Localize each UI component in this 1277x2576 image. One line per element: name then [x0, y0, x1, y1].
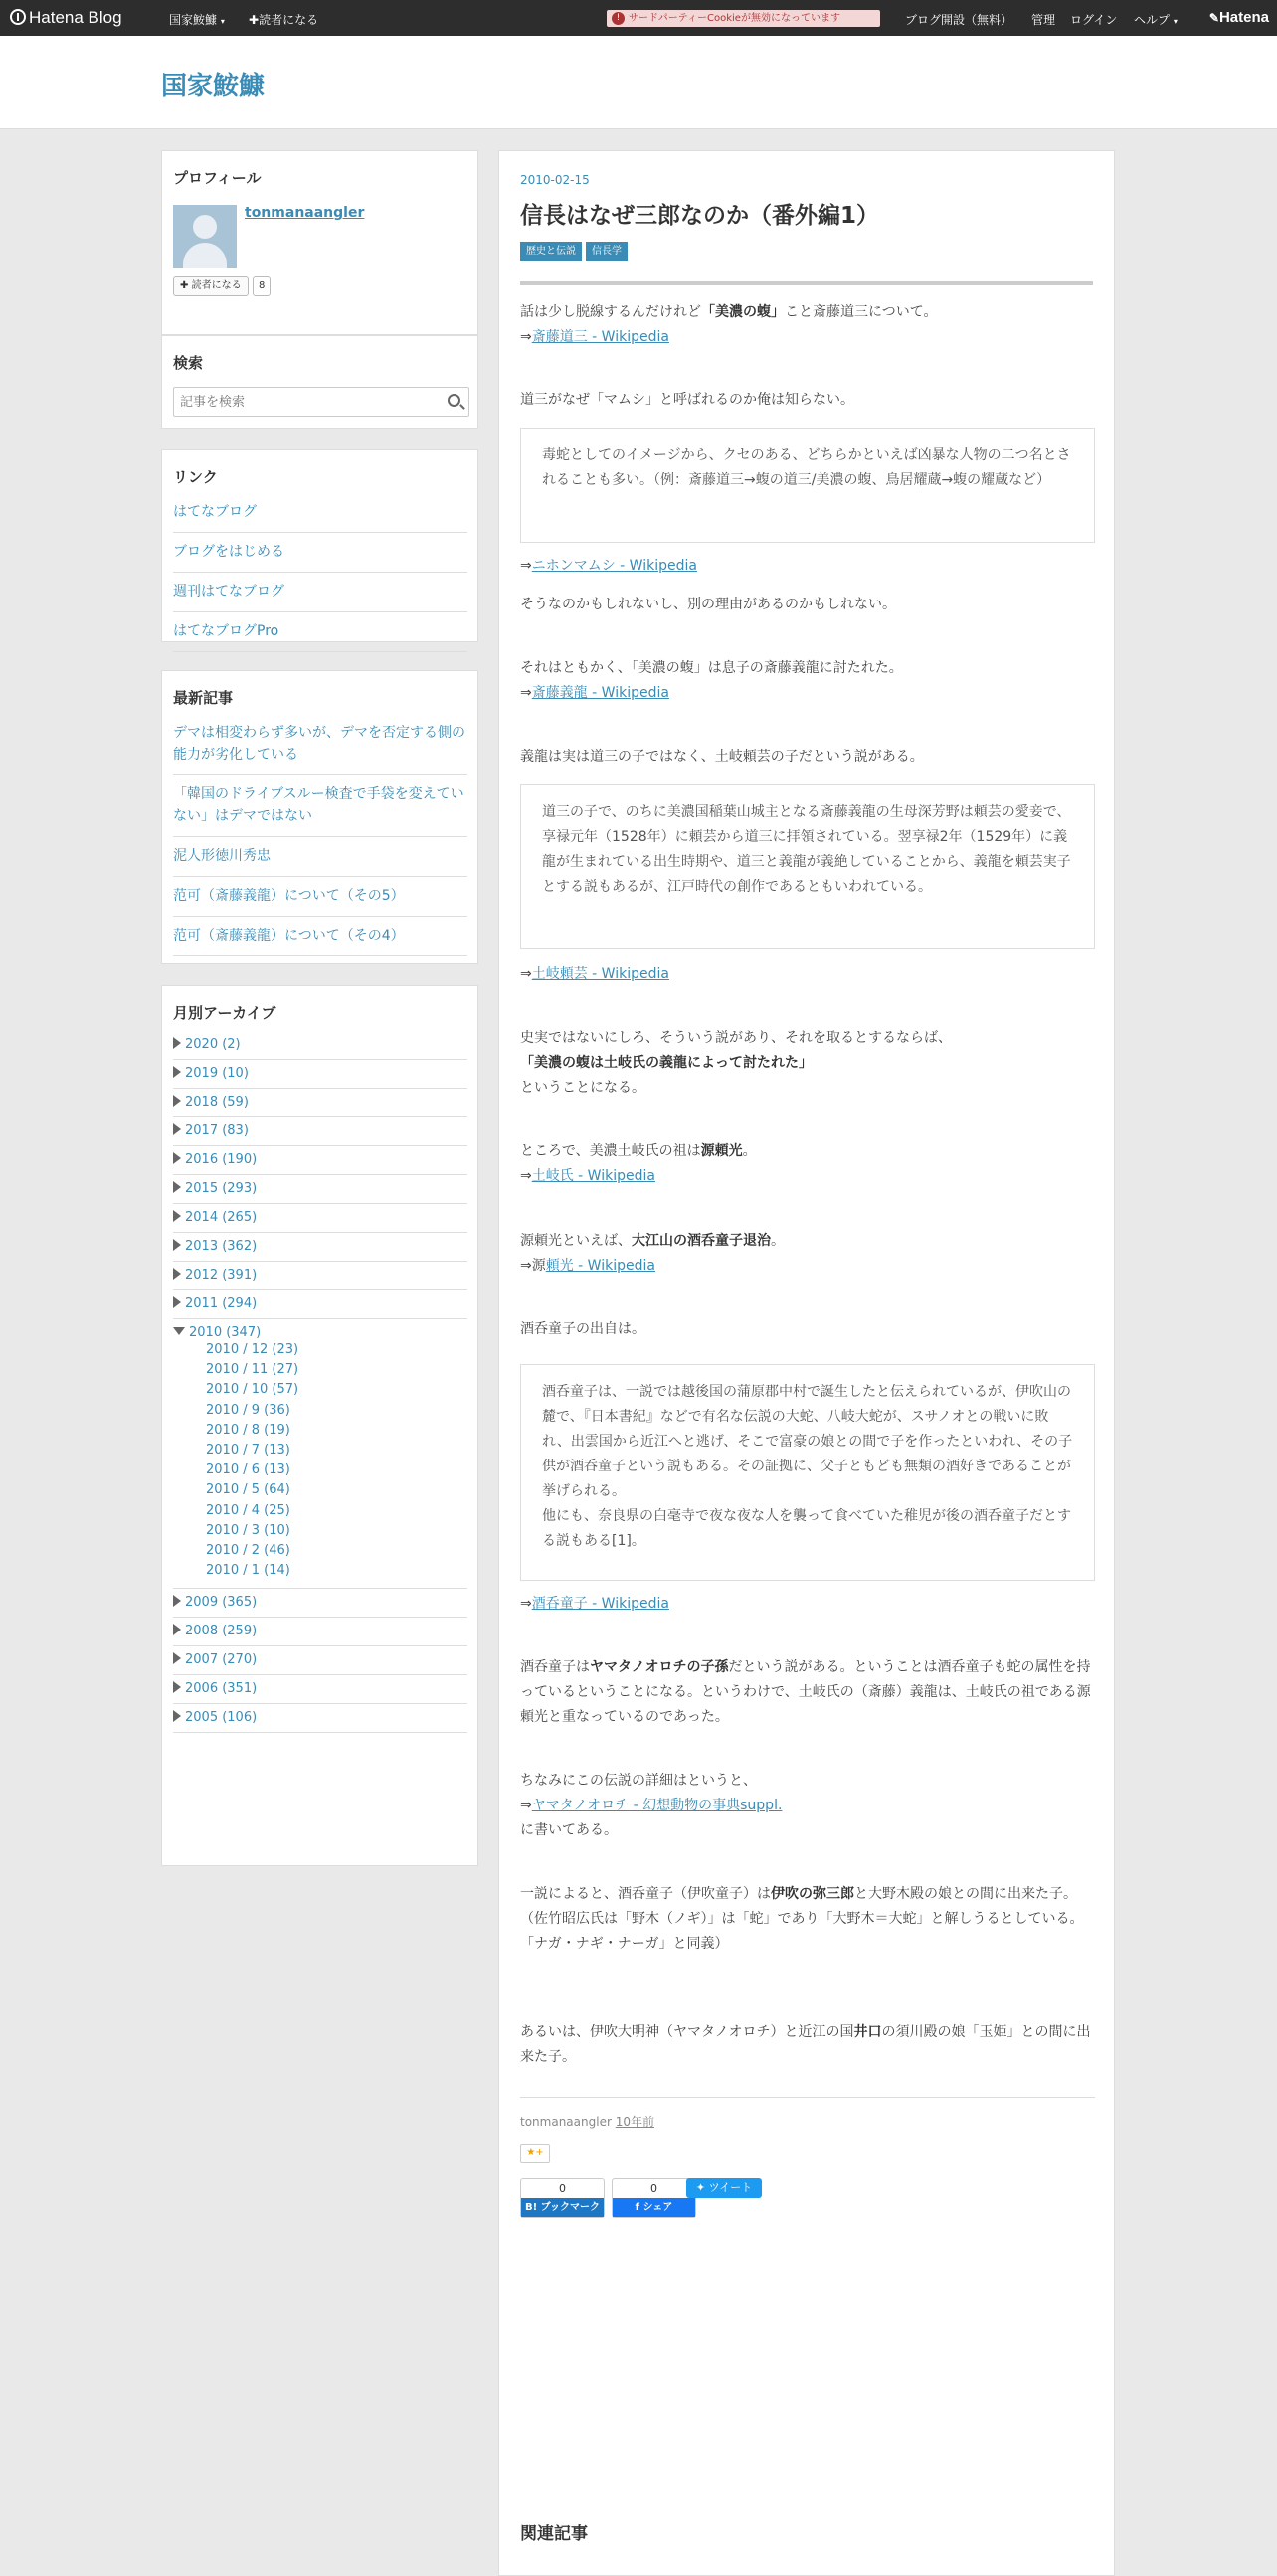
archive-year-label: 2018 (59)	[185, 1095, 249, 1110]
bold-text: ヤマタノオロチの子孫	[590, 1659, 729, 1675]
recent-entry[interactable]: デマは相変わらず多いが、デマを否定する側の能力が劣化している	[173, 722, 467, 775]
paragraph	[520, 2020, 1095, 2070]
quote-text: 他にも、奈良県の白毫寺で夜な夜な人を襲って食べていた稚児が後の酒呑童子だとする説もある[1]。	[542, 1508, 1071, 1549]
triangle-right-icon	[173, 1066, 181, 1078]
triangle-right-icon	[173, 1095, 181, 1107]
paragraph	[520, 962, 1095, 987]
archive-year-label: 2009 (365)	[185, 1595, 258, 1611]
triangle-right-icon	[173, 1152, 181, 1164]
archive-year-label: 2016 (190)	[185, 1152, 258, 1167]
archive-year[interactable]	[173, 1204, 467, 1233]
archive-year[interactable]	[173, 1233, 467, 1262]
text: ちなみにこの伝説の詳細はというと、	[520, 1773, 757, 1789]
help-menu-label: ヘルプ	[1134, 13, 1171, 27]
archive-year-label: 2010 (347)	[189, 1325, 262, 1340]
links-list	[173, 501, 467, 652]
plus-icon: ✚	[249, 13, 260, 27]
archive-module	[161, 985, 478, 1866]
archive-year[interactable]	[173, 1089, 467, 1117]
text: 源頼光といえば、	[520, 1233, 632, 1249]
archive-year-label: 2013 (362)	[185, 1239, 258, 1254]
paragraph	[520, 554, 1095, 579]
paragraph	[520, 656, 1095, 706]
archive-year[interactable]	[173, 1589, 467, 1618]
paragraph: 酒呑童子の出自は。	[520, 1321, 645, 1337]
arrow-text: ⇒	[520, 1798, 532, 1813]
triangle-right-icon	[173, 1710, 181, 1722]
bold-text: 大江山の酒呑童子退治	[632, 1233, 771, 1249]
archive-year[interactable]	[173, 1704, 467, 1733]
bookmark-label: B! ブックマーク	[521, 2198, 604, 2217]
entry-footer-divider	[520, 2097, 1095, 2098]
blog-menu-label: 国家鮟鱇	[169, 13, 218, 27]
archive-month[interactable]: 2010 / 4 (25)	[206, 1502, 290, 1518]
blockquote	[520, 1364, 1095, 1581]
wikipedia-link[interactable]: 斎藤道三 - Wikipedia	[531, 329, 669, 345]
twitter-bird-icon: ✦	[695, 2181, 706, 2194]
reader-count: 8	[253, 276, 271, 296]
text: と大野木殿の娘との間に出来た子。	[854, 1886, 1077, 1902]
bold-text: 源頼光	[700, 1143, 743, 1159]
paragraph	[520, 300, 1095, 350]
wikipedia-link[interactable]: 土岐氏 - Wikipedia	[531, 1168, 655, 1184]
quote-text: 酒呑童子は、一説では越後国の蒲原郡中村で誕生したと伝えられているが、伊吹山の麓で、『日本書紀』などで有名な伝説の大蛇、八岐大蛇が、スサノオとの戦いに敗れ、出雲国から近江へと逃げ、そこで富豪の娘との間で子を作ったといわれ、その子供が酒呑童子という説もある。その証拠に、父子ともども無類の酒好きであることが挙げられる。	[542, 1384, 1073, 1499]
archive-year-label: 2012 (391)	[185, 1268, 258, 1283]
archive-year[interactable]	[173, 1675, 467, 1704]
reader-link[interactable]	[249, 11, 318, 28]
entry	[498, 150, 1115, 2576]
arrow-text: ⇒	[520, 329, 532, 345]
open-blog-link[interactable]: ブログ開設（無料）	[905, 13, 1013, 27]
archive-year-label: 2014 (265)	[185, 1210, 258, 1225]
text: それはともかく、「美濃の蝮」は息子の斎藤義龍に討たれた。	[520, 660, 903, 676]
text: の須川殿の娘「玉姫」との間に出来た子。	[520, 2024, 1091, 2065]
profile-name[interactable]: tonmanaangler	[245, 205, 365, 221]
triangle-right-icon	[173, 1239, 181, 1251]
archive-year[interactable]	[173, 1618, 467, 1646]
archive-heading: 月別アーカイブ	[173, 1004, 276, 1022]
entry-title[interactable]: 信長はなぜ三郎なのか（番外編1）	[520, 203, 880, 229]
chevron-down-icon: ▾	[1173, 17, 1178, 26]
text: ところで、美濃土岐氏の祖は	[520, 1143, 701, 1159]
logo-text: Hatena Blog	[29, 8, 122, 27]
warning-icon: !	[612, 12, 625, 25]
archive-month[interactable]: 2010 / 10 (57)	[206, 1382, 299, 1398]
hatena-brand-label: Hatena	[1218, 9, 1269, 26]
arrow-text: ⇒	[520, 1168, 532, 1184]
text: （佐竹昭広氏は「野木（ノギ）」は「蛇」であり「大野木＝大蛇」と解しうるとしている。「ナガ・ナギ・ナーガ」と同義）	[520, 1911, 1084, 1952]
add-star-button[interactable]: ★+	[520, 2144, 550, 2163]
blog-menu[interactable]	[169, 11, 225, 28]
triangle-right-icon	[173, 1595, 181, 1607]
archive-year-label: 2020 (2)	[185, 1037, 241, 1052]
search-icon[interactable]	[448, 394, 460, 407]
archive-list	[173, 1037, 467, 1733]
tweet-button[interactable]	[686, 2178, 762, 2198]
recent-entry[interactable]: 范可（斎藤義龍）について（その4）	[173, 917, 467, 956]
link-item[interactable]: はてなブログPro	[173, 612, 467, 652]
plus-icon: ✚	[180, 280, 189, 291]
text: に書いてある。	[520, 1822, 618, 1838]
category-badge[interactable]: 歴史と伝説	[520, 242, 582, 261]
archive-month[interactable]: 2010 / 1 (14)	[206, 1563, 290, 1579]
bold-text: 「美濃の蝮」	[701, 304, 785, 320]
bold-text: 伊吹の弥三郎	[771, 1886, 854, 1902]
arrow-text: ⇒	[520, 1596, 532, 1612]
text: 。	[771, 1233, 785, 1249]
link-item[interactable]: ブログをはじめる	[173, 533, 467, 573]
archive-month[interactable]: 2010 / 2 (46)	[206, 1543, 290, 1559]
recent-entries-module	[161, 670, 478, 964]
archive-month[interactable]: 2010 / 6 (13)	[206, 1462, 290, 1478]
hatena-brand[interactable]	[1209, 9, 1269, 26]
paragraph	[520, 1592, 1095, 1617]
archive-months	[173, 1340, 467, 1581]
entry-date[interactable]: 2010-02-15	[520, 173, 590, 187]
archive-year[interactable]	[173, 1146, 467, 1175]
archive-year-label: 2011 (294)	[185, 1296, 258, 1311]
link-item[interactable]: はてなブログ	[173, 501, 467, 533]
paragraph: そうなのかもしれないし、別の理由があるのかもしれない。	[520, 597, 896, 612]
entry-categories	[520, 242, 1093, 261]
paragraph	[520, 1026, 1095, 1101]
share-count: 0	[650, 2182, 657, 2195]
search-module	[161, 335, 478, 429]
blog-header	[0, 36, 1277, 129]
wikipedia-link[interactable]: 頼光 - Wikipedia	[545, 1258, 655, 1274]
text: 話は少し脱線するんだけれど	[520, 304, 701, 320]
avatar[interactable]	[173, 205, 237, 268]
global-header	[0, 0, 1277, 36]
admin-link[interactable]: 管理	[1031, 13, 1056, 27]
archive-year[interactable]	[173, 1117, 467, 1146]
paragraph: 道三がなぜ「マムシ」と呼ばれるのか俺は知らない。	[520, 392, 854, 408]
bold-text: 井口	[853, 2024, 882, 2040]
archive-year-label: 2007 (270)	[185, 1652, 258, 1668]
archive-year[interactable]	[173, 1175, 467, 1204]
share-label: f シェア	[613, 2198, 695, 2217]
bookmark-count: 0	[559, 2182, 566, 2195]
arrow-text: ⇒	[520, 1258, 532, 1274]
reader-link-label: 読者になる	[259, 13, 319, 27]
arrow-text: ⇒	[520, 685, 532, 701]
archive-year[interactable]	[173, 1290, 467, 1319]
paragraph	[520, 1139, 1095, 1189]
arrow-text: ⇒	[520, 558, 532, 574]
archive-year-open[interactable]	[173, 1319, 467, 1589]
blockquote: 毒蛇としてのイメージから、クセのある、どちらかといえば凶暴な人物の二つ名とされることも多い。（例：斎藤道三→蝮の道三/美濃の蝮、鳥居耀蔵→蝮の耀蔵など）	[520, 428, 1095, 543]
hatena-blog-logo[interactable]	[10, 8, 122, 28]
triangle-down-icon	[173, 1327, 185, 1335]
link-item[interactable]: 週刊はてなブログ	[173, 573, 467, 612]
recent-list	[173, 722, 467, 956]
triangle-right-icon	[173, 1268, 181, 1280]
archive-year-label: 2008 (259)	[185, 1624, 258, 1639]
archive-month[interactable]: 2010 / 12 (23)	[206, 1342, 299, 1357]
recent-entry[interactable]: 泥人形徳川秀忠	[173, 837, 467, 877]
hatena-mark-icon: ✎	[1208, 11, 1219, 25]
help-menu[interactable]	[1134, 11, 1178, 28]
text: こと斎藤道三について。	[785, 304, 938, 320]
subscribe-button[interactable]	[173, 276, 249, 296]
paragraph	[520, 1882, 1095, 1957]
archive-year-label: 2019 (10)	[185, 1066, 249, 1081]
search-input[interactable]	[174, 388, 433, 416]
paragraph	[520, 1655, 1095, 1730]
profile-heading: プロフィール	[173, 169, 262, 187]
text: 。	[742, 1143, 757, 1159]
blockquote: 道三の子で、のちに美濃国稲葉山城主となる斎藤義龍の生母深芳野は頼芸の愛妾で、享禄元年（1528年）に頼芸から道三に拝領されている。翌享禄2年（1529年）に義龍が生まれている出生時期や、道三と義龍が義絶していることから、義龍を頼芸実子とする説もあるが、江戸時代の創作であるともいわれている。	[520, 784, 1095, 949]
triangle-right-icon	[173, 1037, 181, 1049]
archive-year[interactable]	[173, 1060, 467, 1089]
cookie-notice[interactable]	[607, 10, 880, 27]
wikipedia-link[interactable]: 酒呑童子 - Wikipedia	[531, 1596, 669, 1612]
text: 一説によると、酒呑童子（伊吹童子）は	[520, 1886, 771, 1902]
archive-year[interactable]	[173, 1646, 467, 1675]
archive-year-label: 2005 (106)	[185, 1710, 258, 1726]
subscribe-button-label: 読者になる	[191, 280, 242, 291]
archive-year[interactable]	[173, 1262, 467, 1290]
text: 酒呑童子は	[520, 1659, 590, 1675]
tweet-label: ツイート	[708, 2181, 753, 2194]
triangle-right-icon	[173, 1181, 181, 1193]
archive-year-label: 2017 (83)	[185, 1123, 249, 1138]
archive-year-label: 2006 (351)	[185, 1681, 258, 1697]
login-link[interactable]: ログイン	[1070, 13, 1118, 27]
search-box	[173, 387, 469, 417]
recent-heading: 最新記事	[173, 689, 234, 707]
entry-byline	[520, 2113, 654, 2130]
paragraph	[520, 1229, 1095, 1279]
facebook-share-button[interactable]	[612, 2178, 696, 2218]
entry-permalink[interactable]: 10年前	[615, 2115, 654, 2129]
triangle-right-icon	[173, 1652, 181, 1664]
author-name[interactable]: tonmanaangler	[520, 2115, 612, 2129]
title-divider	[520, 281, 1093, 285]
search-heading: 検索	[173, 354, 204, 372]
archive-year[interactable]	[173, 1037, 467, 1060]
triangle-right-icon	[173, 1624, 181, 1635]
paragraph	[520, 1769, 1095, 1843]
text: だという説がある。ということは酒呑童子も蛇の属性を持っているということになる。というわけで、土岐氏の（斎藤）義龍は、土岐氏の祖である源頼光と重なっているのであった。	[520, 1659, 1091, 1725]
triangle-right-icon	[173, 1210, 181, 1222]
text: 源	[531, 1258, 546, 1274]
paragraph: 義龍は実は道三の子ではなく、土岐頼芸の子だという説がある。	[520, 749, 924, 765]
links-heading: リンク	[173, 468, 218, 486]
hatena-logo-icon	[10, 9, 26, 25]
triangle-right-icon	[173, 1681, 181, 1693]
text: ということになる。	[520, 1080, 645, 1096]
category-badge[interactable]: 信長学	[586, 242, 628, 261]
recent-entry[interactable]: 范可（斎藤義龍）について（その5）	[173, 877, 467, 917]
profile-module	[161, 150, 478, 335]
cookie-notice-text: サードパーティーCookieが無効になっています	[629, 13, 840, 24]
archive-month[interactable]: 2010 / 7 (13)	[206, 1443, 290, 1459]
wikipedia-link[interactable]: ニホンマムシ - Wikipedia	[531, 558, 697, 574]
external-link[interactable]: ヤマタノオロチ - 幻想動物の事典suppl.	[531, 1798, 783, 1813]
arrow-text: ⇒	[520, 966, 532, 982]
triangle-right-icon	[173, 1123, 181, 1135]
triangle-right-icon	[173, 1296, 181, 1308]
text: あるいは、伊吹大明神（ヤマタノオロチ）と近江の国	[520, 2024, 854, 2040]
archive-month[interactable]: 2010 / 9 (36)	[206, 1402, 290, 1418]
recent-entry[interactable]: 「韓国のドライブスルー検査で手袋を変えていない」はデマではない	[173, 775, 467, 837]
links-module	[161, 449, 478, 642]
archive-month[interactable]: 2010 / 3 (10)	[206, 1522, 290, 1538]
wikipedia-link[interactable]: 土岐頼芸 - Wikipedia	[531, 966, 669, 982]
hatena-bookmark-button[interactable]	[520, 2178, 605, 2218]
text: 史実ではないにしろ、そういう説があり、それを取るとするならば、	[520, 1030, 952, 1046]
archive-month[interactable]: 2010 / 8 (19)	[206, 1422, 290, 1438]
archive-month[interactable]: 2010 / 5 (64)	[206, 1482, 290, 1498]
archive-year-label: 2015 (293)	[185, 1181, 258, 1196]
blog-title[interactable]: 国家鮟鱇	[161, 72, 266, 101]
wikipedia-link[interactable]: 斎藤義龍 - Wikipedia	[531, 685, 669, 701]
related-heading: 関連記事	[520, 2524, 588, 2544]
chevron-down-icon: ▾	[220, 17, 225, 26]
bold-text: 「美濃の蝮は土岐氏の義龍によって討たれた」	[520, 1055, 813, 1071]
archive-month[interactable]: 2010 / 11 (27)	[206, 1362, 299, 1378]
